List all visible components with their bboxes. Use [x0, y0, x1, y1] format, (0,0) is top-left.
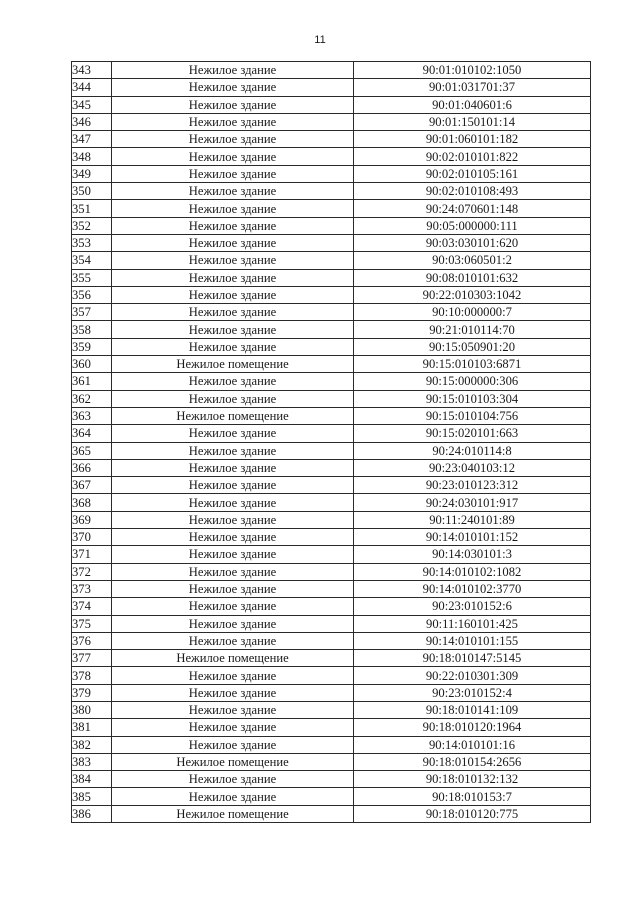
cadastral-number-cell: 90:05:000000:111 [354, 217, 591, 234]
row-number-cell: 374 [72, 598, 112, 615]
cadastral-number-cell: 90:10:000000:7 [354, 304, 591, 321]
cadastral-number-cell: 90:02:010101:822 [354, 148, 591, 165]
row-number-cell: 378 [72, 667, 112, 684]
object-type-cell: Нежилое здание [112, 667, 354, 684]
table-row [72, 459, 591, 476]
cadastral-number-cell: 90:11:160101:425 [354, 615, 591, 632]
object-type-cell: Нежилое помещение [112, 356, 354, 373]
row-number-cell: 353 [72, 234, 112, 251]
row-number-cell: 347 [72, 131, 112, 148]
table-row [72, 96, 591, 113]
object-type-cell: Нежилое здание [112, 459, 354, 476]
table-row [72, 390, 591, 407]
cadastral-number-cell: 90:18:010141:109 [354, 701, 591, 718]
row-number-cell: 358 [72, 321, 112, 338]
table-row [72, 615, 591, 632]
cadastral-number-cell: 90:15:000000:306 [354, 373, 591, 390]
row-number-cell: 344 [72, 79, 112, 96]
cadastral-number-cell: 90:03:060501:2 [354, 252, 591, 269]
object-type-cell: Нежилое здание [112, 217, 354, 234]
table-row [72, 580, 591, 597]
cadastral-number-cell: 90:03:030101:620 [354, 234, 591, 251]
object-type-cell: Нежилое здание [112, 511, 354, 528]
row-number-cell: 376 [72, 632, 112, 649]
cadastral-number-cell: 90:23:040103:12 [354, 459, 591, 476]
cadastral-number-cell: 90:23:010152:4 [354, 684, 591, 701]
cadastral-number-cell: 90:18:010120:1964 [354, 719, 591, 736]
table-row [72, 529, 591, 546]
object-type-cell: Нежилое здание [112, 684, 354, 701]
row-number-cell: 368 [72, 494, 112, 511]
cadastral-number-cell: 90:14:010102:1082 [354, 563, 591, 580]
row-number-cell: 371 [72, 546, 112, 563]
object-type-cell: Нежилое здание [112, 563, 354, 580]
object-type-cell: Нежилое здание [112, 477, 354, 494]
table-row [72, 667, 591, 684]
row-number-cell: 348 [72, 148, 112, 165]
object-type-cell: Нежилое здание [112, 701, 354, 718]
table-row [72, 598, 591, 615]
row-number-cell: 386 [72, 805, 112, 822]
table-body [72, 62, 591, 823]
row-number-cell: 351 [72, 200, 112, 217]
table-row [72, 736, 591, 753]
object-type-cell: Нежилое здание [112, 183, 354, 200]
table-row [72, 269, 591, 286]
table-row [72, 252, 591, 269]
object-type-cell: Нежилое здание [112, 373, 354, 390]
object-type-cell: Нежилое помещение [112, 753, 354, 770]
row-number-cell: 380 [72, 701, 112, 718]
table-row [72, 304, 591, 321]
cadastral-number-cell: 90:18:010120:775 [354, 805, 591, 822]
object-type-cell: Нежилое здание [112, 113, 354, 130]
row-number-cell: 356 [72, 286, 112, 303]
table-row [72, 200, 591, 217]
row-number-cell: 382 [72, 736, 112, 753]
object-type-cell: Нежилое здание [112, 546, 354, 563]
cadastral-number-cell: 90:14:030101:3 [354, 546, 591, 563]
object-type-cell: Нежилое здание [112, 338, 354, 355]
table-row [72, 563, 591, 580]
object-type-cell: Нежилое здание [112, 304, 354, 321]
cadastral-number-cell: 90:14:010101:152 [354, 529, 591, 546]
cadastral-number-cell: 90:21:010114:70 [354, 321, 591, 338]
row-number-cell: 365 [72, 442, 112, 459]
cadastral-number-cell: 90:23:010123:312 [354, 477, 591, 494]
object-type-cell: Нежилое здание [112, 321, 354, 338]
cadastral-number-cell: 90:01:150101:14 [354, 113, 591, 130]
object-type-cell: Нежилое здание [112, 736, 354, 753]
cadastral-number-cell: 90:02:010105:161 [354, 165, 591, 182]
cadastral-number-cell: 90:18:010132:132 [354, 771, 591, 788]
row-number-cell: 375 [72, 615, 112, 632]
cadastral-number-cell: 90:14:010101:16 [354, 736, 591, 753]
row-number-cell: 383 [72, 753, 112, 770]
row-number-cell: 381 [72, 719, 112, 736]
table-row [72, 632, 591, 649]
cadastral-number-cell: 90:24:010114:8 [354, 442, 591, 459]
table-row [72, 719, 591, 736]
object-type-cell: Нежилое здание [112, 131, 354, 148]
cadastral-number-cell: 90:22:010301:309 [354, 667, 591, 684]
row-number-cell: 364 [72, 425, 112, 442]
object-type-cell: Нежилое здание [112, 632, 354, 649]
table-row [72, 788, 591, 805]
row-number-cell: 377 [72, 650, 112, 667]
cadastral-number-cell: 90:01:040601:6 [354, 96, 591, 113]
object-type-cell: Нежилое здание [112, 269, 354, 286]
object-type-cell: Нежилое здание [112, 615, 354, 632]
object-type-cell: Нежилое помещение [112, 650, 354, 667]
object-type-cell: Нежилое здание [112, 286, 354, 303]
table-row [72, 338, 591, 355]
cadastral-number-cell: 90:23:010152:6 [354, 598, 591, 615]
table-row [72, 771, 591, 788]
table-row [72, 753, 591, 770]
cadastral-number-cell: 90:15:010103:304 [354, 390, 591, 407]
cadastral-number-cell: 90:15:010103:6871 [354, 356, 591, 373]
table-row [72, 546, 591, 563]
cadastral-number-cell: 90:02:010108:493 [354, 183, 591, 200]
property-table [71, 61, 591, 823]
table-row [72, 407, 591, 424]
table-row [72, 131, 591, 148]
row-number-cell: 349 [72, 165, 112, 182]
page-number: 11 [314, 34, 326, 46]
row-number-cell: 370 [72, 529, 112, 546]
row-number-cell: 379 [72, 684, 112, 701]
table-row [72, 511, 591, 528]
table-row [72, 650, 591, 667]
cadastral-number-cell: 90:18:010147:5145 [354, 650, 591, 667]
table-row [72, 165, 591, 182]
row-number-cell: 373 [72, 580, 112, 597]
cadastral-number-cell: 90:15:020101:663 [354, 425, 591, 442]
row-number-cell: 345 [72, 96, 112, 113]
row-number-cell: 363 [72, 407, 112, 424]
row-number-cell: 357 [72, 304, 112, 321]
cadastral-number-cell: 90:14:010102:3770 [354, 580, 591, 597]
cadastral-number-cell: 90:14:010101:155 [354, 632, 591, 649]
cadastral-number-cell: 90:01:060101:182 [354, 131, 591, 148]
table-row [72, 79, 591, 96]
row-number-cell: 366 [72, 459, 112, 476]
table-row [72, 286, 591, 303]
row-number-cell: 350 [72, 183, 112, 200]
object-type-cell: Нежилое здание [112, 788, 354, 805]
table-row [72, 356, 591, 373]
cadastral-number-cell: 90:24:030101:917 [354, 494, 591, 511]
object-type-cell: Нежилое здание [112, 200, 354, 217]
cadastral-number-cell: 90:18:010154:2656 [354, 753, 591, 770]
object-type-cell: Нежилое здание [112, 390, 354, 407]
table-row [72, 442, 591, 459]
row-number-cell: 355 [72, 269, 112, 286]
table-row [72, 62, 591, 79]
table-row [72, 701, 591, 718]
object-type-cell: Нежилое здание [112, 62, 354, 79]
row-number-cell: 372 [72, 563, 112, 580]
row-number-cell: 360 [72, 356, 112, 373]
row-number-cell: 346 [72, 113, 112, 130]
table-row [72, 373, 591, 390]
table-row [72, 183, 591, 200]
row-number-cell: 359 [72, 338, 112, 355]
object-type-cell: Нежилое здание [112, 529, 354, 546]
cadastral-number-cell: 90:11:240101:89 [354, 511, 591, 528]
table-row [72, 217, 591, 234]
table-row [72, 321, 591, 338]
object-type-cell: Нежилое здание [112, 580, 354, 597]
object-type-cell: Нежилое здание [112, 165, 354, 182]
object-type-cell: Нежилое здание [112, 79, 354, 96]
table-row [72, 684, 591, 701]
cadastral-number-cell: 90:01:031701:37 [354, 79, 591, 96]
table-row [72, 805, 591, 822]
object-type-cell: Нежилое здание [112, 234, 354, 251]
object-type-cell: Нежилое здание [112, 425, 354, 442]
table-row [72, 148, 591, 165]
cadastral-number-cell: 90:22:010303:1042 [354, 286, 591, 303]
table-row [72, 113, 591, 130]
cadastral-number-cell: 90:18:010153:7 [354, 788, 591, 805]
cadastral-number-cell: 90:01:010102:1050 [354, 62, 591, 79]
object-type-cell: Нежилое помещение [112, 805, 354, 822]
table-row [72, 425, 591, 442]
object-type-cell: Нежилое здание [112, 148, 354, 165]
row-number-cell: 343 [72, 62, 112, 79]
object-type-cell: Нежилое здание [112, 598, 354, 615]
row-number-cell: 384 [72, 771, 112, 788]
object-type-cell: Нежилое здание [112, 494, 354, 511]
table-row [72, 234, 591, 251]
cadastral-number-cell: 90:15:050901:20 [354, 338, 591, 355]
cadastral-number-cell: 90:15:010104:756 [354, 407, 591, 424]
object-type-cell: Нежилое помещение [112, 407, 354, 424]
row-number-cell: 352 [72, 217, 112, 234]
table-row [72, 477, 591, 494]
row-number-cell: 354 [72, 252, 112, 269]
row-number-cell: 361 [72, 373, 112, 390]
object-type-cell: Нежилое здание [112, 96, 354, 113]
object-type-cell: Нежилое здание [112, 442, 354, 459]
table-row [72, 494, 591, 511]
row-number-cell: 367 [72, 477, 112, 494]
row-number-cell: 385 [72, 788, 112, 805]
cadastral-number-cell: 90:24:070601:148 [354, 200, 591, 217]
object-type-cell: Нежилое здание [112, 719, 354, 736]
row-number-cell: 362 [72, 390, 112, 407]
object-type-cell: Нежилое здание [112, 252, 354, 269]
row-number-cell: 369 [72, 511, 112, 528]
object-type-cell: Нежилое здание [112, 771, 354, 788]
cadastral-number-cell: 90:08:010101:632 [354, 269, 591, 286]
